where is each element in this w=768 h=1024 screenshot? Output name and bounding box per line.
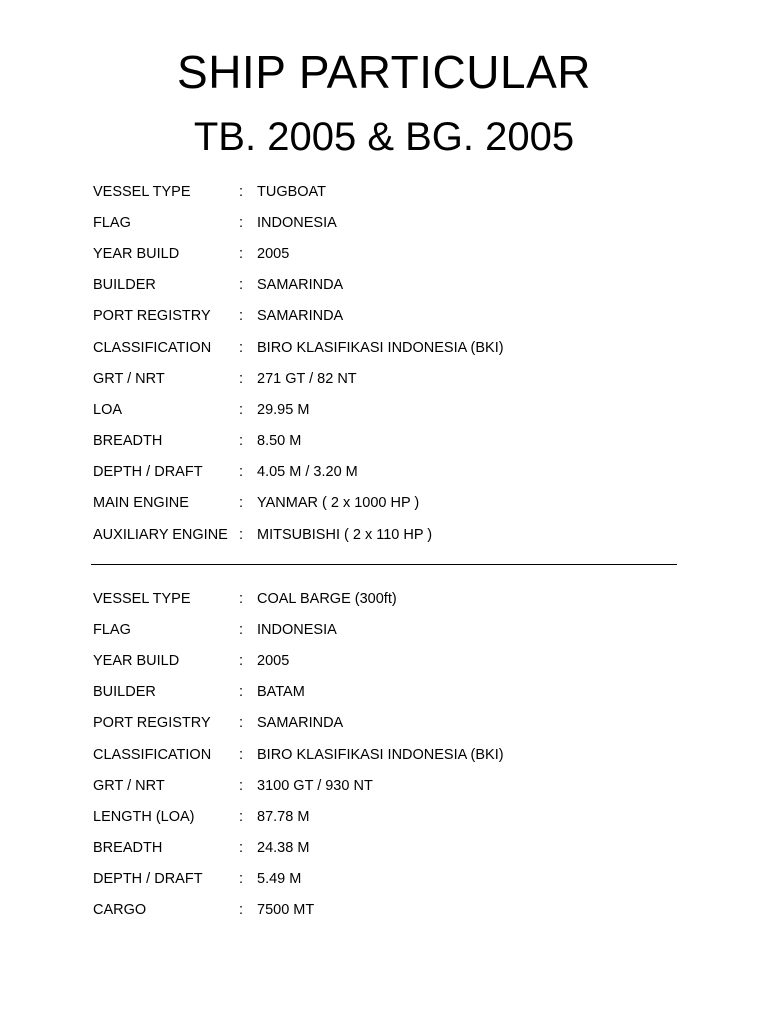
spec-label: LOA [93,401,123,418]
spec-row [93,645,693,676]
spec-value: COAL BARGE (300ft) [257,590,397,607]
spec-row [93,708,693,739]
spec-label: CLASSIFICATION [93,746,212,763]
spec-value: SAMARINDA [257,277,344,294]
spec-label: AUXILIARY ENGINE [93,526,228,543]
spec-label: GRT / NRT [93,370,165,387]
spec-separator: : [239,308,244,325]
spec-label: BREADTH [93,840,163,857]
spec-label: FLAG [93,214,131,231]
spec-value: 87.78 M [257,808,310,825]
spec-separator: : [239,777,244,794]
spec-label: BREADTH [93,433,163,450]
spec-value: 24.38 M [257,840,310,857]
spec-value: 2005 [257,245,290,262]
spec-value: YANMAR ( 2 x 1000 HP ) [257,495,420,512]
spec-value: 7500 MT [257,902,315,919]
spec-value: 3100 GT / 930 NT [257,777,373,794]
spec-separator: : [239,495,244,512]
spec-row [93,583,693,614]
spec-label: MAIN ENGINE [93,495,189,512]
spec-separator: : [239,746,244,763]
spec-label: LENGTH (LOA) [93,808,195,825]
spec-value: SAMARINDA [257,715,344,732]
spec-row [93,270,693,301]
spec-separator: : [239,808,244,825]
spec-label: DEPTH / DRAFT [93,464,203,481]
document-title: SHIP PARTICULAR [177,46,591,98]
spec-label: PORT REGISTRY [93,715,211,732]
spec-row [93,332,693,363]
spec-separator: : [239,840,244,857]
spec-separator: : [239,245,244,262]
spec-row [93,394,693,425]
spec-row [93,457,693,488]
spec-separator: : [239,590,244,607]
spec-label: FLAG [93,621,131,638]
spec-separator: : [239,339,244,356]
spec-label: YEAR BUILD [93,245,180,262]
spec-separator: : [239,871,244,888]
spec-separator: : [239,526,244,543]
spec-row [93,238,693,269]
spec-separator: : [239,370,244,387]
spec-row [93,207,693,238]
section-divider [91,564,677,565]
spec-label: CARGO [93,902,147,919]
spec-label: PORT REGISTRY [93,308,211,325]
spec-separator: : [239,652,244,669]
spec-separator: : [239,214,244,231]
spec-value: 271 GT / 82 NT [257,370,357,387]
spec-label: BUILDER [93,277,156,294]
spec-row [93,833,693,864]
spec-separator: : [239,433,244,450]
spec-row [93,614,693,645]
spec-value: INDONESIA [257,214,337,231]
spec-row [93,770,693,801]
spec-value: 29.95 M [257,401,310,418]
spec-label: VESSEL TYPE [93,590,191,607]
spec-label: BUILDER [93,684,156,701]
spec-row [93,677,693,708]
spec-value: MITSUBISHI ( 2 x 110 HP ) [257,526,433,543]
spec-value: 4.05 M / 3.20 M [257,464,358,481]
spec-value: BIRO KLASIFIKASI INDONESIA (BKI) [257,339,504,356]
spec-value: BIRO KLASIFIKASI INDONESIA (BKI) [257,746,504,763]
spec-row [93,519,693,550]
spec-value: INDONESIA [257,621,337,638]
spec-value: 8.50 M [257,433,302,450]
spec-label: DEPTH / DRAFT [93,871,203,888]
barge-spec-table [93,583,693,926]
spec-value: BATAM [257,684,305,701]
spec-separator: : [239,401,244,418]
spec-value: TUGBOAT [257,183,327,200]
spec-label: CLASSIFICATION [93,339,212,356]
spec-row [93,864,693,895]
spec-row [93,301,693,332]
spec-label: GRT / NRT [93,777,165,794]
spec-row [93,801,693,832]
spec-value: SAMARINDA [257,308,344,325]
spec-separator: : [239,715,244,732]
spec-label: YEAR BUILD [93,652,180,669]
spec-row [93,426,693,457]
spec-row [93,739,693,770]
spec-value: 2005 [257,652,290,669]
spec-separator: : [239,621,244,638]
spec-label: VESSEL TYPE [93,183,191,200]
spec-row [93,176,693,207]
document-subtitle: TB. 2005 & BG. 2005 [193,115,575,159]
spec-row [93,488,693,519]
spec-separator: : [239,902,244,919]
spec-separator: : [239,464,244,481]
spec-value: 5.49 M [257,871,302,888]
spec-separator: : [239,277,244,294]
spec-separator: : [239,684,244,701]
spec-separator: : [239,183,244,200]
spec-row [93,895,693,926]
tugboat-spec-table [93,176,693,550]
spec-row [93,363,693,394]
